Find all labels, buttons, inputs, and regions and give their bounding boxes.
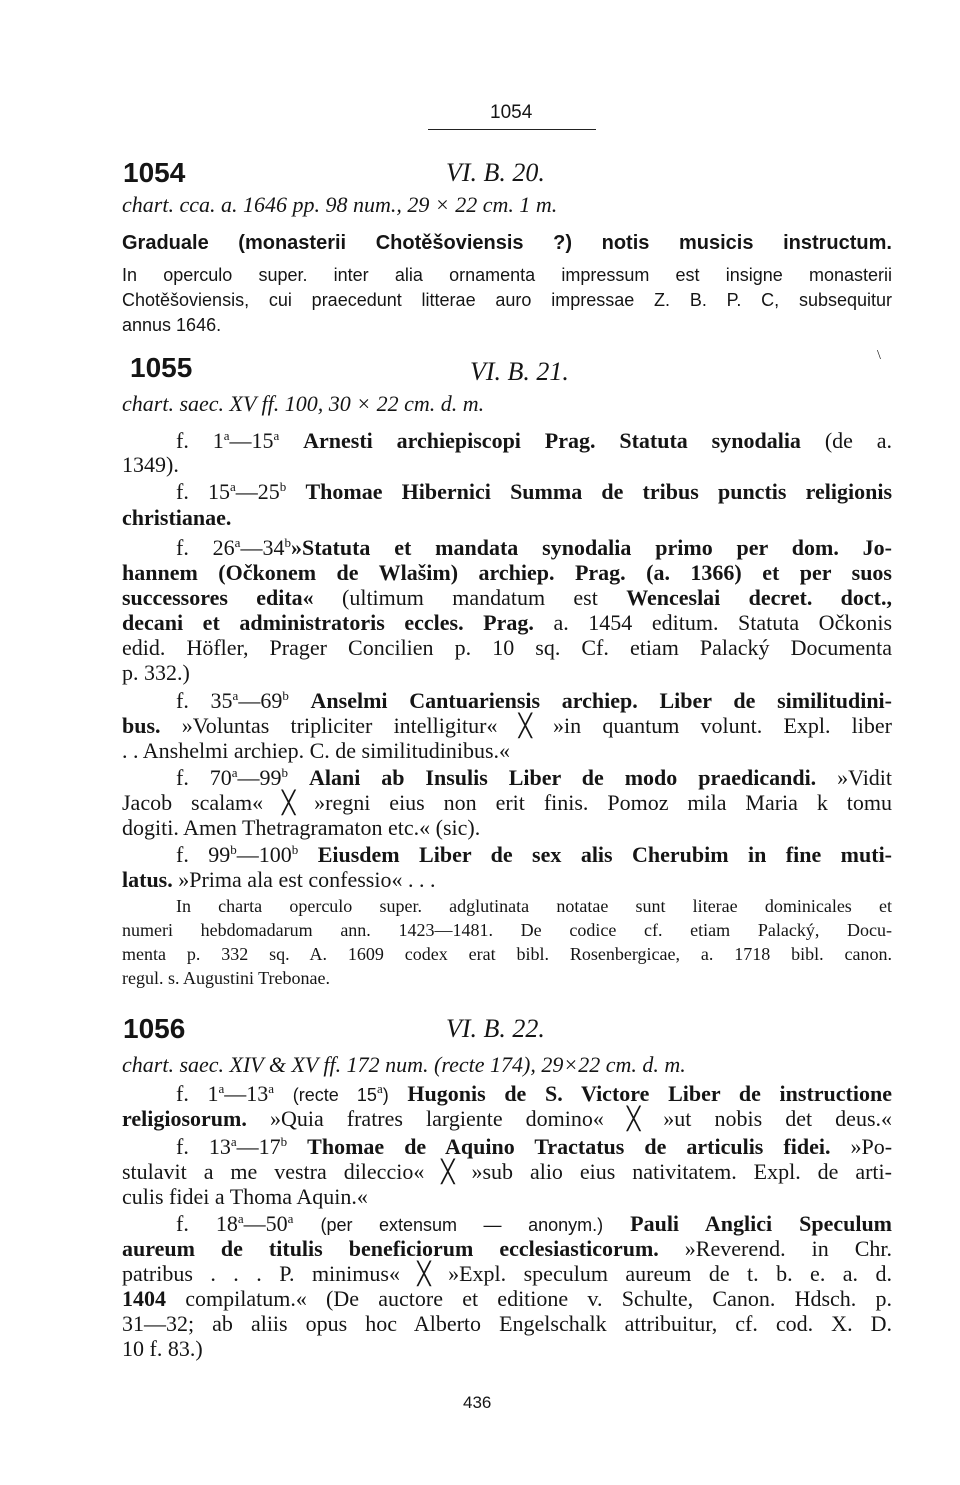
folio-ref: f. 1	[176, 428, 224, 453]
folio-ref: f. 1	[176, 1081, 219, 1106]
folio-ref: —34	[240, 535, 285, 560]
item-text: »Po-	[850, 1134, 893, 1159]
shelfmark-1055: VI. B. 21.	[470, 357, 569, 386]
folio-ref: f. 99	[176, 842, 231, 867]
item-text: compilatum.« (De auctore et editione v. Schulte, Canon. Hdsch. p.	[185, 1286, 893, 1311]
folio-sup: a	[231, 765, 238, 780]
entry-1055-item-1-cont: 1349).	[122, 452, 179, 477]
entry-1055-item-3-cont	[122, 585, 892, 611]
item-title: »Statuta et mandata synodalia primo per dom. Jo-	[290, 535, 892, 560]
folio-sup: b	[291, 842, 299, 857]
folio-sup: a	[230, 479, 236, 494]
item-title: aureum de titulis beneficiorum ecclesiasticorum.	[122, 1236, 659, 1261]
entry-1056-item-2-cont: stulavit a me vestra dileccio« ╳ »sub alio eius nativitatem. Expl. de arti-	[122, 1159, 892, 1184]
folio-sup: b	[280, 1134, 288, 1149]
item-title: Eiusdem Liber de sex alis Cherubim in fine muti-	[317, 842, 893, 867]
folio-ref: f. 15	[176, 479, 231, 504]
entry-1056-item-3	[176, 1211, 892, 1238]
folio-ref: —100	[236, 842, 292, 867]
folio-ref: —17	[236, 1134, 281, 1159]
item-text: )	[382, 1085, 389, 1105]
folio-sup: a	[268, 1081, 275, 1096]
entry-1055-item-6	[176, 842, 892, 868]
folio-ref: —15	[229, 428, 274, 453]
item-text: »Voluntas tripliciter intelligitur« ╳ »in quantum volunt. Expl. liber	[181, 713, 892, 738]
item-title: religiosorum.	[122, 1106, 247, 1131]
entry-1055-item-4-cont: . . Anshelmi archiep. C. de similitudinibus.«	[122, 738, 511, 763]
entry-1056-item-2-cont: culis fidei a Thoma Aquin.«	[122, 1184, 368, 1209]
item-text: (ultimum mandatum est	[342, 585, 598, 610]
entry-1056-item-3-cont	[122, 1236, 892, 1262]
page-number: 436	[463, 1393, 492, 1412]
folio-ref: —50	[243, 1211, 288, 1236]
shelfmark-1054: VI. B. 20.	[446, 158, 545, 187]
entry-1055-item-3	[176, 535, 892, 561]
folio-sup: b	[230, 842, 237, 857]
item-text: a. 1454 editum. Statuta Očkonis	[553, 610, 893, 635]
folio-sup: b	[282, 688, 289, 703]
item-title: Alani ab Insulis Liber de modo praedicandi.	[308, 765, 817, 790]
entry-1055-item-5-cont: dogiti. Amen Thetragramaton etc.« (sic).	[122, 815, 481, 840]
entry-1056-item-3-cont: 31—32; ab aliis opus hoc Alberto Engelschalk attribuitur, cf. cod. X. D.	[122, 1311, 892, 1336]
entry-1055-item-4-cont	[122, 713, 892, 739]
entry-1055-note: numeri hebdomadarum ann. 1423—1481. De codice cf. etiam Palacký, Docu-	[122, 920, 892, 940]
entry-1054-title: Graduale (monasterii Chotěšoviensis ?) notis musicis instructum.	[122, 232, 892, 254]
entry-1055-item-6-cont	[122, 867, 892, 893]
folio-ref: —69	[238, 688, 283, 713]
entry-1055-item-5-cont: Jacob scalam« ╳ »regni eius non erit finis. Pomoz mila Maria k tomu	[122, 790, 892, 815]
entry-1055-item-3-cont: p. 332.)	[122, 660, 190, 685]
entry-1055-note: menta p. 332 sq. A. 1609 codex erat bibl. Rosenbergicae, a. 1718 bibl. canon.	[122, 944, 892, 964]
item-text: »Reverend. in Chr.	[684, 1236, 892, 1261]
folio-ref: f. 13	[176, 1134, 231, 1159]
entry-1055-note: regul. s. Augustini Trebonae.	[122, 968, 331, 988]
folio-sup: a	[232, 688, 239, 703]
entry-1055-item-3-cont: hannem (Očkonem de Wlašim) archiep. Prag. (a. 1366) et per suos	[122, 560, 892, 585]
page-header-number: 1054	[490, 102, 533, 123]
folio-sup: a	[237, 1211, 244, 1226]
folio-ref: f. 26	[176, 535, 235, 560]
folio-sup: a	[376, 1081, 383, 1096]
entry-1055-description: chart. saec. XV ff. 100, 30 × 22 cm. d. m.	[122, 391, 485, 416]
folio-sup: b	[281, 765, 289, 780]
entry-1056-item-3-cont	[122, 1286, 892, 1312]
item-title: 1404	[122, 1286, 166, 1311]
entry-1055-item-3-cont: edid. Höfler, Prager Concilien p. 10 sq. Cf. etiam Palacký Documenta	[122, 635, 892, 660]
entry-number-1054: 1054	[123, 157, 186, 188]
entry-1056-item-3-cont: 10 f. 83.)	[122, 1336, 203, 1361]
entry-1055-item-3-cont	[122, 610, 892, 636]
entry-number-1056: 1056	[123, 1013, 186, 1044]
item-text: (recte 15	[292, 1085, 377, 1105]
folio-sup: a	[223, 428, 230, 443]
item-title: Hugonis de S. Victore Liber de instructione	[407, 1081, 892, 1106]
item-title: Anselmi Cantuariensis archiep. Liber de similitudini-	[310, 688, 892, 713]
folio-ref: —25	[235, 479, 280, 504]
item-title: successores edita«	[122, 585, 314, 610]
item-title: decani et administratoris eccles. Prag.	[122, 610, 534, 635]
entry-1056-item-1	[176, 1081, 892, 1108]
folio-ref: f. 18	[176, 1211, 238, 1236]
entry-1056-item-2	[176, 1134, 892, 1160]
entry-1056-item-1-cont	[122, 1106, 892, 1132]
folio-sup: a	[273, 428, 280, 443]
item-text: »Vidit	[837, 765, 893, 790]
shelfmark-1056: VI. B. 22.	[446, 1014, 545, 1043]
folio-sup: a	[218, 1081, 225, 1096]
entry-1055-item-4	[176, 688, 892, 714]
folio-sup: a	[234, 535, 241, 550]
entry-1055-item-1	[176, 428, 892, 454]
folio-ref: —99	[237, 765, 282, 790]
entry-1054-note-line: In operculo super. inter alia ornamenta impressum est insigne monasterii	[122, 265, 892, 285]
item-text: »Quia fratres largiente domino« ╳ »ut nobis det deus.«	[269, 1106, 892, 1131]
item-title: Arnesti archiepiscopi Prag. Statuta synodalia	[303, 428, 801, 453]
item-title: latus.	[122, 867, 173, 892]
item-title: Pauli Anglici Speculum	[630, 1211, 893, 1236]
folio-sup: a	[230, 1134, 237, 1149]
item-title: Thomae Hibernici Summa de tribus punctis religionis	[305, 479, 893, 504]
folio-ref: —13	[224, 1081, 269, 1106]
entry-1056-item-3-cont: patribus . . . P. minimus« ╳ »Expl. speculum aureum de t. b. e. a. d.	[122, 1261, 892, 1286]
entry-1055-item-2	[176, 479, 892, 505]
item-title: Wenceslai decret. doct.,	[626, 585, 892, 610]
entry-1055-note: In charta operculo super. adglutinata notatae sunt literae dominicales et	[176, 896, 892, 916]
item-text: (per extensum — anonym.)	[320, 1215, 604, 1235]
item-title: bus.	[122, 713, 161, 738]
entry-1054-note-line: Chotěšoviensis, cui praecedunt litterae auro impressae Z. B. P. C, subsequitur	[122, 290, 892, 310]
header-rule	[428, 129, 596, 130]
folio-sup: b	[284, 535, 291, 550]
entry-1054-note-line: annus 1646.	[122, 315, 222, 335]
entry-1054-description: chart. cca. a. 1646 pp. 98 num., 29 × 22 cm. 1 m.	[122, 192, 558, 217]
stray-mark: \	[877, 348, 881, 363]
item-text: »Prima ala est confessio« . . .	[178, 867, 436, 892]
folio-ref: f. 35	[176, 688, 233, 713]
entry-1055-item-5	[176, 765, 892, 791]
folio-sup: b	[279, 479, 287, 494]
folio-ref: f. 70	[176, 765, 232, 790]
entry-number-1055: 1055	[130, 352, 193, 383]
item-text: (de a.	[824, 428, 893, 453]
entry-1055-item-2-cont: christianae.	[122, 505, 232, 530]
folio-sup: a	[287, 1211, 294, 1226]
item-title: Thomae de Aquino Tractatus de articulis fidei.	[307, 1134, 831, 1159]
entry-1056-description: chart. saec. XIV & XV ff. 172 num. (recte 174), 29×22 cm. d. m.	[122, 1052, 686, 1077]
